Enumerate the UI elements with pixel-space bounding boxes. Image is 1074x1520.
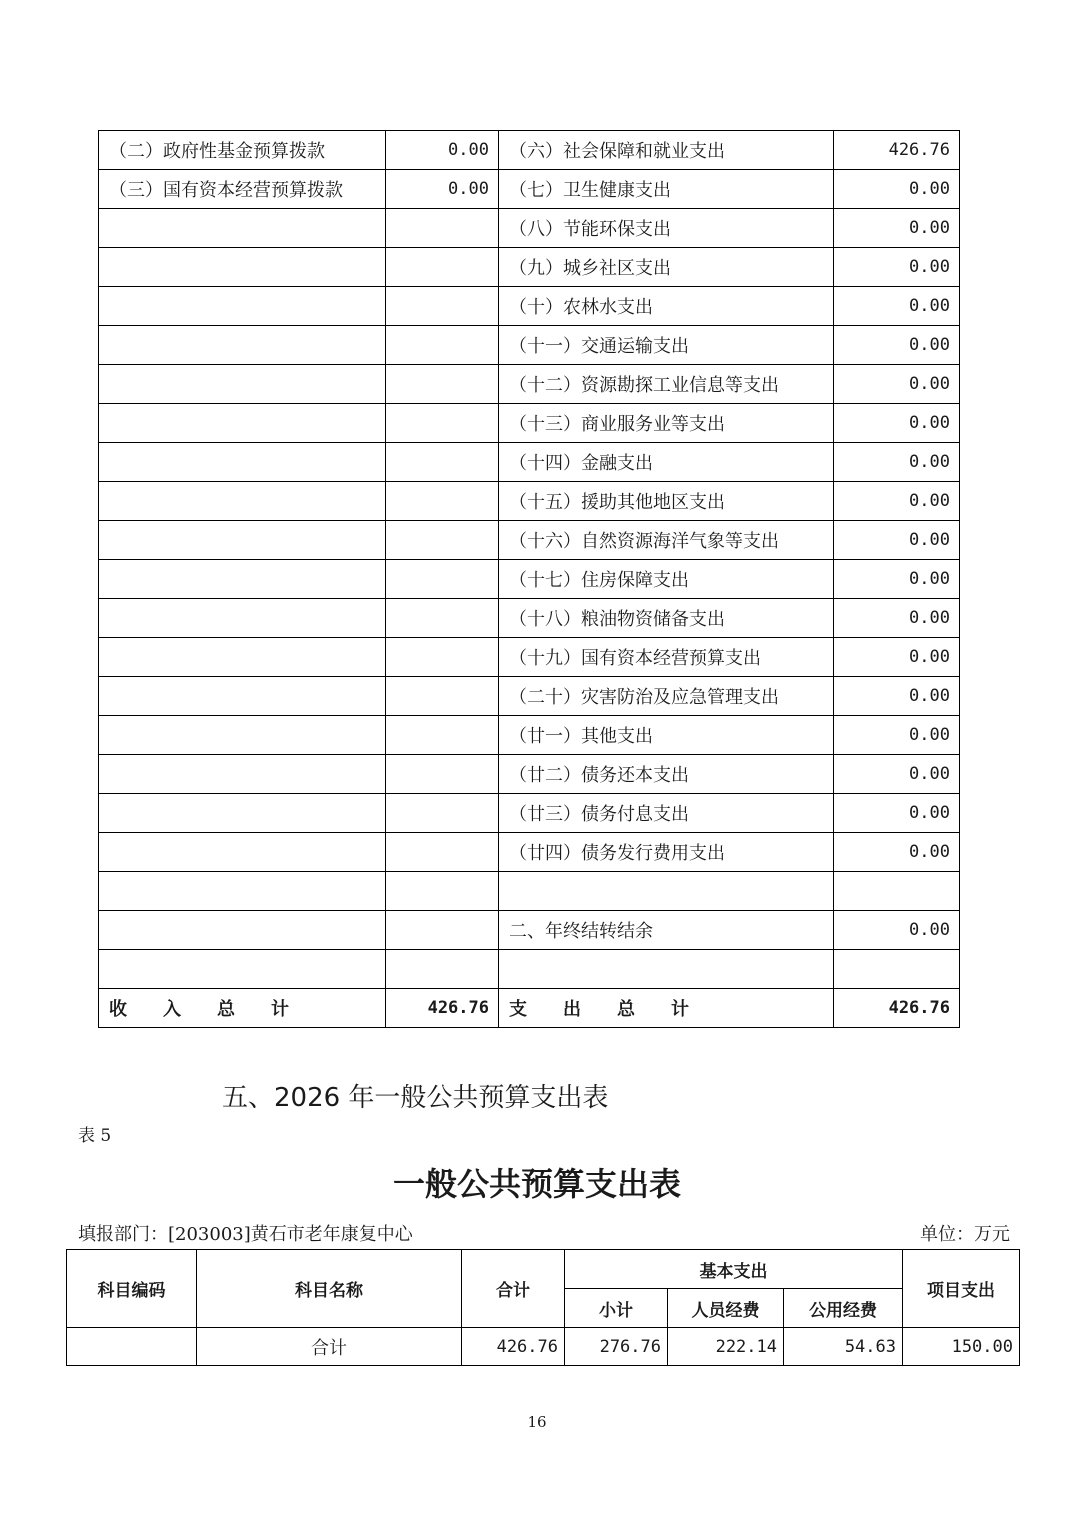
expense-item-value: 0.00 — [834, 911, 960, 950]
income-item-label — [99, 287, 386, 326]
expense-item-value: 0.00 — [834, 599, 960, 638]
expense-item-label: （廿三）债务付息支出 — [499, 794, 834, 833]
expense-item-value: 0.00 — [834, 560, 960, 599]
expense-item-value: 0.00 — [834, 248, 960, 287]
header-basic: 基本支出 — [565, 1250, 903, 1289]
income-item-label — [99, 716, 386, 755]
table-row — [99, 677, 960, 716]
expense-item-value: 0.00 — [834, 482, 960, 521]
expense-item-label: （十六）自然资源海洋气象等支出 — [499, 521, 834, 560]
expense-item-value: 0.00 — [834, 326, 960, 365]
expense-item-label: （二十）灾害防治及应急管理支出 — [499, 677, 834, 716]
expense-item-value: 0.00 — [834, 833, 960, 872]
expense-item-label: （六）社会保障和就业支出 — [499, 131, 834, 170]
table-row — [99, 287, 960, 326]
table-row — [99, 248, 960, 287]
expense-item-value: 0.00 — [834, 521, 960, 560]
expense-item-label: （七）卫生健康支出 — [499, 170, 834, 209]
expense-item-value: 0.00 — [834, 287, 960, 326]
expense-item-value — [834, 872, 960, 911]
income-total-value: 426.76 — [386, 989, 499, 1028]
income-item-value — [386, 911, 499, 950]
income-item-label — [99, 560, 386, 599]
income-item-label — [99, 404, 386, 443]
header-public: 公用经费 — [784, 1289, 903, 1328]
income-item-value — [386, 638, 499, 677]
expense-item-label: （十九）国有资本经营预算支出 — [499, 638, 834, 677]
income-item-label — [99, 365, 386, 404]
expense-item-label: （十五）援助其他地区支出 — [499, 482, 834, 521]
income-item-label — [99, 599, 386, 638]
income-item-label — [99, 443, 386, 482]
expense-item-label: （廿四）债务发行费用支出 — [499, 833, 834, 872]
income-item-label: （三）国有资本经营预算拨款 — [99, 170, 386, 209]
expense-item-value: 0.00 — [834, 677, 960, 716]
income-item-value — [386, 326, 499, 365]
total-row — [99, 989, 960, 1028]
expense-item-value: 0.00 — [834, 170, 960, 209]
table-row — [99, 209, 960, 248]
table-row — [99, 911, 960, 950]
expense-total-value: 426.76 — [834, 989, 960, 1028]
income-item-value: 0.00 — [386, 131, 499, 170]
expense-item-label: （十）农林水支出 — [499, 287, 834, 326]
expense-item-label — [499, 950, 834, 989]
income-item-label — [99, 482, 386, 521]
expense-item-value: 0.00 — [834, 443, 960, 482]
expense-item-value: 0.00 — [834, 794, 960, 833]
expense-item-value: 426.76 — [834, 131, 960, 170]
table-row — [99, 131, 960, 170]
expense-item-value: 0.00 — [834, 716, 960, 755]
expense-item-value: 0.00 — [834, 638, 960, 677]
income-item-value — [386, 950, 499, 989]
income-item-value — [386, 365, 499, 404]
table-title: 一般公共预算支出表 — [392, 1165, 681, 1203]
total-public: 54.63 — [784, 1328, 903, 1366]
table-row — [99, 482, 960, 521]
expense-item-label: 二、年终结转结余 — [499, 911, 834, 950]
expense-item-value: 0.00 — [834, 209, 960, 248]
table-row — [99, 404, 960, 443]
table-row — [99, 833, 960, 872]
department-label: 填报部门：[203003]黄石市老年康复中心 — [78, 1224, 413, 1245]
table-row — [99, 716, 960, 755]
header-row-1 — [67, 1250, 1020, 1289]
income-item-label: （二）政府性基金预算拨款 — [99, 131, 386, 170]
header-subtotal: 小计 — [565, 1289, 668, 1328]
unit-label: 单位：万元 — [920, 1224, 1010, 1245]
expense-item-value: 0.00 — [834, 365, 960, 404]
general-budget-table — [66, 1249, 1020, 1366]
expense-item-value — [834, 950, 960, 989]
total-row — [67, 1328, 1020, 1366]
header-name: 科目名称 — [197, 1250, 462, 1328]
income-item-label — [99, 755, 386, 794]
table-row — [99, 794, 960, 833]
expense-item-label: （十八）粮油物资储备支出 — [499, 599, 834, 638]
expense-item-label — [499, 872, 834, 911]
table-row — [99, 755, 960, 794]
expense-item-label: （八）节能环保支出 — [499, 209, 834, 248]
table-row — [99, 521, 960, 560]
income-item-value — [386, 248, 499, 287]
income-item-value: 0.00 — [386, 170, 499, 209]
total-project: 150.00 — [903, 1328, 1020, 1366]
expense-item-label: （九）城乡社区支出 — [499, 248, 834, 287]
expense-item-label: （廿二）债务还本支出 — [499, 755, 834, 794]
table-row — [99, 365, 960, 404]
total-code — [67, 1328, 197, 1366]
expense-total-label: 支 出 总 计 — [499, 989, 834, 1028]
income-item-value — [386, 872, 499, 911]
income-item-label — [99, 677, 386, 716]
table-row — [99, 326, 960, 365]
header-code: 科目编码 — [67, 1250, 197, 1328]
income-item-value — [386, 482, 499, 521]
table-row — [99, 638, 960, 677]
table-row — [99, 950, 960, 989]
table-row — [99, 599, 960, 638]
income-item-label — [99, 911, 386, 950]
income-item-label — [99, 326, 386, 365]
income-item-value — [386, 716, 499, 755]
total-total: 426.76 — [462, 1328, 565, 1366]
income-expense-body — [99, 131, 960, 989]
income-item-value — [386, 521, 499, 560]
income-item-value — [386, 599, 499, 638]
total-personnel: 222.14 — [668, 1328, 784, 1366]
income-item-value — [386, 794, 499, 833]
income-item-value — [386, 287, 499, 326]
expense-item-label: （十四）金融支出 — [499, 443, 834, 482]
section-heading: 五、2026 年一般公共预算支出表 — [222, 1083, 609, 1113]
income-total-label: 收 入 总 计 — [99, 989, 386, 1028]
table-row — [99, 170, 960, 209]
income-item-value — [386, 209, 499, 248]
expense-item-label: （十七）住房保障支出 — [499, 560, 834, 599]
income-item-value — [386, 833, 499, 872]
header-personnel: 人员经费 — [668, 1289, 784, 1328]
table-row — [99, 560, 960, 599]
expense-item-value: 0.00 — [834, 404, 960, 443]
income-item-label — [99, 521, 386, 560]
expense-item-label: （廿一）其他支出 — [499, 716, 834, 755]
income-item-value — [386, 560, 499, 599]
income-item-label — [99, 950, 386, 989]
page-number: 16 — [527, 1413, 547, 1431]
income-item-label — [99, 833, 386, 872]
income-item-label — [99, 209, 386, 248]
income-expense-table — [98, 130, 960, 1028]
table-row — [99, 443, 960, 482]
income-item-label — [99, 794, 386, 833]
expense-item-label: （十三）商业服务业等支出 — [499, 404, 834, 443]
expense-item-value: 0.00 — [834, 755, 960, 794]
header-project: 项目支出 — [903, 1250, 1020, 1328]
income-item-value — [386, 443, 499, 482]
table-row — [99, 872, 960, 911]
expense-item-label: （十一）交通运输支出 — [499, 326, 834, 365]
income-item-label — [99, 872, 386, 911]
income-item-value — [386, 404, 499, 443]
expense-item-label: （十二）资源勘探工业信息等支出 — [499, 365, 834, 404]
total-subtotal: 276.76 — [565, 1328, 668, 1366]
income-item-label — [99, 248, 386, 287]
table-tag: 表 5 — [78, 1126, 112, 1146]
header-total: 合计 — [462, 1250, 565, 1328]
total-name: 合计 — [197, 1328, 462, 1366]
income-item-value — [386, 755, 499, 794]
income-item-label — [99, 638, 386, 677]
income-item-value — [386, 677, 499, 716]
